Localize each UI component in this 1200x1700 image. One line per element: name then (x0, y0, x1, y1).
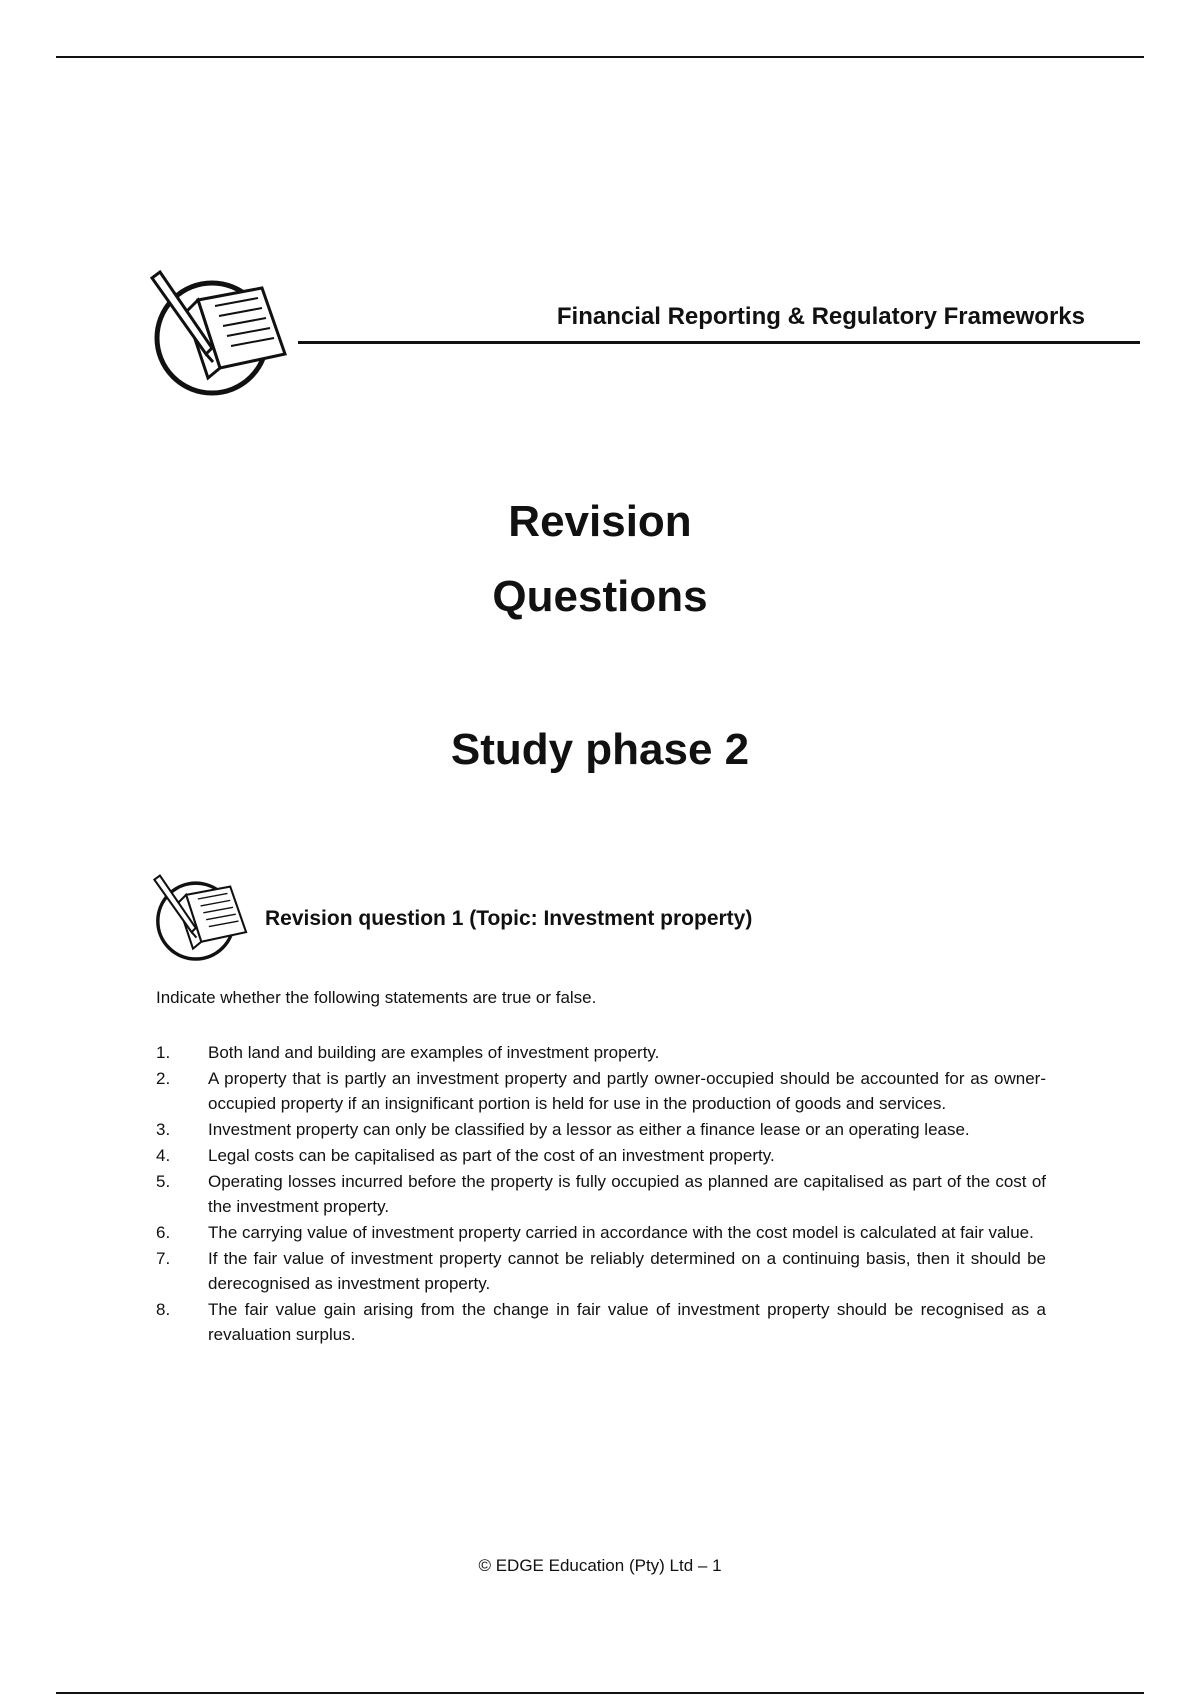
item-text: The fair value gain arising from the change in fair value of investment property should be recognised as a revaluation surplus. (208, 1300, 1046, 1344)
list-item (156, 1220, 1046, 1245)
course-title: Financial Reporting & Regulatory Frameworks (556, 303, 1085, 330)
list-item (156, 1143, 1046, 1168)
book-pen-icon (153, 874, 253, 964)
book-pen-icon (150, 270, 295, 400)
item-number: 2. (156, 1069, 171, 1088)
bottom-rule (56, 1692, 1144, 1694)
item-text: If the fair value of investment property cannot be reliably determined on a continuing basis, then it should be derecognised as investment property. (208, 1249, 1046, 1293)
item-text: The carrying value of investment property carried in accordance with the cost model is calculated at fair value. (208, 1223, 1034, 1242)
list-item (156, 1117, 1046, 1142)
item-number: 8. (156, 1300, 171, 1319)
statement-list (156, 1040, 1046, 1348)
item-number: 5. (156, 1172, 171, 1191)
item-text: Both land and building are examples of investment property. (208, 1043, 660, 1062)
item-number: 1. (156, 1043, 171, 1062)
title-line-2: Questions (492, 572, 708, 621)
page-footer: © EDGE Education (Pty) Ltd – 1 (478, 1556, 722, 1575)
study-phase-title: Study phase 2 (450, 725, 750, 774)
page-header (150, 270, 1140, 410)
item-number: 7. (156, 1249, 171, 1268)
header-rule (298, 341, 1140, 344)
list-item (156, 1297, 1046, 1347)
item-text: Operating losses incurred before the property is fully occupied as planned are capitalised as part of the cost of the investment property. (208, 1172, 1046, 1216)
question-heading: Revision question 1 (Topic: Investment property) (265, 907, 753, 930)
item-number: 3. (156, 1120, 171, 1139)
list-item (156, 1169, 1046, 1219)
item-text: Legal costs can be capitalised as part of the cost of an investment property. (208, 1146, 775, 1165)
item-number: 6. (156, 1223, 171, 1242)
title-line-1: Revision (508, 497, 692, 546)
item-number: 4. (156, 1146, 171, 1165)
item-text: A property that is partly an investment property and partly owner-occupied should be accounted for as owner-occupied property if an insignificant portion is held for use in the production of goods and services. (208, 1069, 1046, 1113)
question-instructions: Indicate whether the following statements are true or false. (156, 988, 597, 1007)
top-rule (56, 56, 1144, 58)
list-item (156, 1066, 1046, 1116)
item-text: Investment property can only be classified by a lessor as either a finance lease or an operating lease. (208, 1120, 970, 1139)
list-item (156, 1246, 1046, 1296)
list-item (156, 1040, 1046, 1065)
